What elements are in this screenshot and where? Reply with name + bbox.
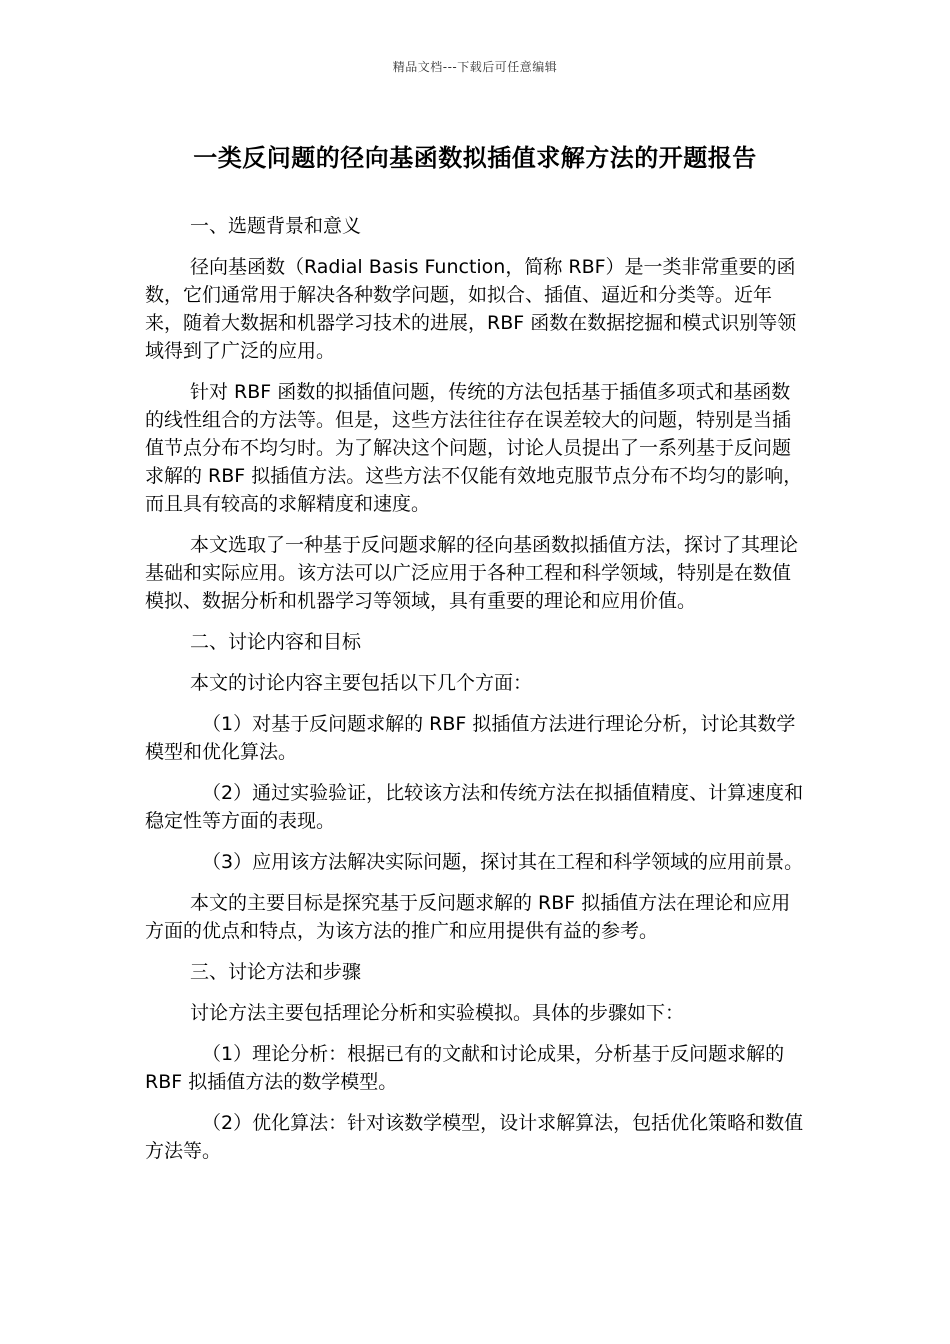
document-title: 一类反问题的径向基函数拟插值求解方法的开题报告 <box>193 144 757 172</box>
paragraph-methods-intro: 讨论方法主要包括理论分析和实验模拟。具体的步骤如下： <box>190 1002 685 1024</box>
list-item-content-3: （3）应用该方法解决实际问题，探讨其在工程和科学领域的应用前景。 <box>202 851 804 873</box>
list-item-step-1: （1）理论分析：根据已有的文献和讨论成果，分析基于反问题求解的 RBF 拟插值方法的数学模型。 <box>145 1043 785 1093</box>
paragraph-goal: 本文的主要目标是探究基于反问题求解的 RBF 拟插值方法在理论和应用方面的优点和特点，为该方法的推广和应用提供有益的参考。 <box>145 892 791 942</box>
paragraph-rbf-intro: 径向基函数（Radial Basis Function，简称 RBF）是一类非常重要的函数，它们通常用于解决各种数学问题，如拟合、插值、逼近和分类等。近年来，随着大数据和机器学习技术的进展，RBF 函数在数据挖掘和模式识别等领域得到了广泛的应用。 <box>145 256 797 362</box>
paragraph-traditional-methods: 针对 RBF 函数的拟插值问题，传统的方法包括基于插值多项式和基函数的线性组合的方法等。但是，这些方法往往存在误差较大的问题，特别是当插值节点分布不均匀时。为了解决这个问题，讨论人员提出了一系列基于反问题求解的 RBF 拟插值方法。这些方法不仅能有效地克服节点分布不均匀的影响，而且具有较高的求解精度和速度。 <box>145 381 803 515</box>
section-heading-background: 一、选题背景和意义 <box>190 215 362 237</box>
section-heading-content: 二、讨论内容和目标 <box>190 631 362 653</box>
section-heading-methods: 三、讨论方法和步骤 <box>190 961 362 983</box>
paragraph-selected-method: 本文选取了一种基于反问题求解的径向基函数拟插值方法，探讨了其理论基础和实际应用。该方法可以广泛应用于各种工程和科学领域，特别是在数值模拟、数据分析和机器学习等领域，具有重要的理论和应用价值。 <box>145 534 799 612</box>
header-watermark: 精品文档---下载后可任意编辑 <box>392 60 558 74</box>
list-item-content-2: （2）通过实验验证，比较该方法和传统方法在拟插值精度、计算速度和稳定性等方面的表现。 <box>145 782 804 832</box>
list-item-content-1: （1）对基于反问题求解的 RBF 拟插值方法进行理论分析，讨论其数学模型和优化算法。 <box>145 713 796 763</box>
list-item-step-2: （2）优化算法：针对该数学模型，设计求解算法，包括优化策略和数值方法等。 <box>145 1112 804 1162</box>
document-body <box>145 212 807 1178</box>
paragraph-content-intro: 本文的讨论内容主要包括以下几个方面： <box>190 672 533 694</box>
